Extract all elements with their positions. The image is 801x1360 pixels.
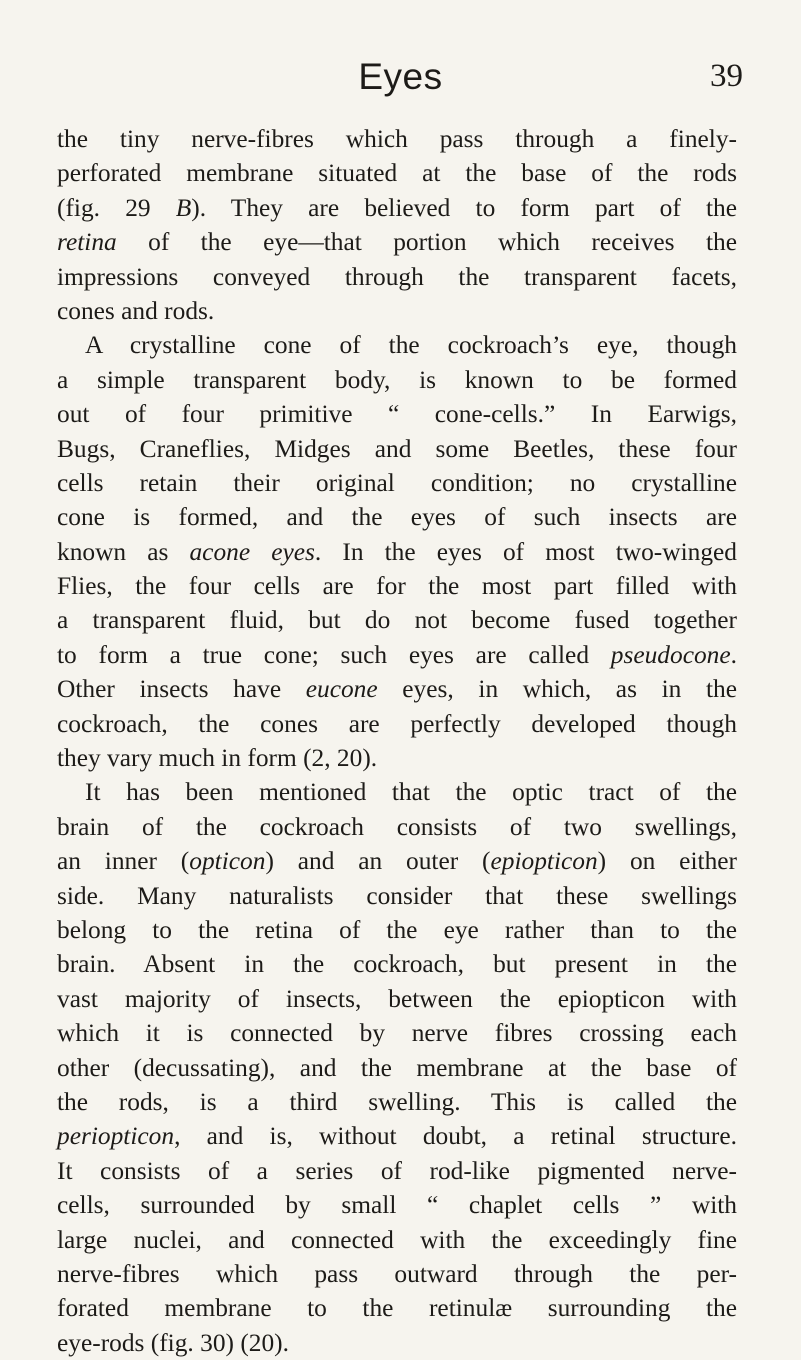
text-segment: which it is connected by nerve fibres crossing each bbox=[57, 1019, 737, 1048]
text-segment: vast majority of insects, between the epiopticon with bbox=[57, 984, 737, 1013]
text-line bbox=[57, 1223, 737, 1257]
text-line bbox=[57, 466, 737, 500]
text-segment: brain of the cockroach consists of two swellings, bbox=[57, 812, 737, 841]
text-segment: . In the eyes of most two-winged bbox=[314, 537, 737, 566]
text-segment: the rods, is a third swelling. This is called the bbox=[57, 1087, 737, 1116]
text-segment: ) on either bbox=[597, 847, 737, 876]
text-line bbox=[57, 947, 737, 981]
text-line bbox=[57, 879, 737, 913]
text-line bbox=[57, 1188, 737, 1222]
text-segment: nerve-fibres which pass outward through the per- bbox=[57, 1259, 737, 1288]
body-text bbox=[57, 122, 737, 1360]
text-line bbox=[57, 328, 737, 362]
text-segment: out of four primitive “ cone-cells.” In Earwigs, bbox=[57, 400, 737, 429]
text-line bbox=[57, 569, 737, 603]
text-line bbox=[57, 1051, 737, 1085]
text-line bbox=[57, 844, 737, 878]
text-line bbox=[57, 1119, 737, 1153]
text-segment: cells, surrounded by small “ chaplet cells ” with bbox=[57, 1191, 737, 1220]
text-segment: other (decussating), and the membrane at the base of bbox=[57, 1053, 737, 1082]
text-line bbox=[57, 500, 737, 534]
italic-term: retina bbox=[57, 228, 117, 257]
text-segment: the tiny nerve-fibres which pass through a finely- bbox=[57, 125, 737, 153]
text-segment: It has been mentioned that the optic tract of the bbox=[85, 778, 737, 807]
text-line bbox=[57, 1085, 737, 1119]
text-line bbox=[57, 535, 737, 569]
text-line bbox=[57, 1291, 737, 1325]
text-segment: (fig. 29 bbox=[57, 193, 176, 222]
text-segment: ). They are believed to form part of the bbox=[191, 193, 737, 222]
italic-term: pseudocone bbox=[610, 640, 731, 669]
italic-term: opticon bbox=[189, 847, 266, 876]
text-line bbox=[57, 741, 737, 775]
italic-term: epiopticon bbox=[490, 847, 598, 876]
running-title: Eyes bbox=[358, 56, 443, 97]
italic-term: acone eyes bbox=[189, 537, 315, 566]
text-line bbox=[57, 810, 737, 844]
text-segment: , and is, without doubt, a retinal structure. bbox=[174, 1122, 737, 1151]
text-segment: ) and an outer ( bbox=[265, 847, 491, 876]
text-line bbox=[57, 225, 737, 259]
text-segment: to form a true cone; such eyes are called bbox=[57, 640, 611, 669]
text-segment: Other insects have bbox=[57, 675, 306, 704]
text-segment: A crystalline cone of the cockroach’s eye, though bbox=[85, 331, 737, 360]
text-segment: Flies, the four cells are for the most part filled with bbox=[57, 572, 737, 601]
text-segment: side. Many naturalists consider that these swellings bbox=[57, 881, 737, 910]
text-line bbox=[57, 707, 737, 741]
text-segment: a transparent fluid, but do not become fused together bbox=[57, 606, 737, 635]
text-segment: . bbox=[730, 640, 737, 669]
text-line bbox=[57, 363, 737, 397]
text-line bbox=[57, 603, 737, 637]
text-segment: cockroach, the cones are perfectly developed though bbox=[57, 709, 737, 738]
text-segment: cone is formed, and the eyes of such insects are bbox=[57, 503, 737, 532]
text-line bbox=[57, 638, 737, 672]
text-segment: perforated membrane situated at the base of the rods bbox=[57, 159, 737, 188]
text-line bbox=[57, 397, 737, 431]
text-line bbox=[57, 1326, 737, 1360]
text-line bbox=[57, 156, 737, 190]
text-segment: known as bbox=[57, 537, 190, 566]
text-segment: an inner ( bbox=[57, 847, 190, 876]
text-line bbox=[57, 913, 737, 947]
text-line bbox=[57, 982, 737, 1016]
italic-term: B bbox=[175, 193, 192, 222]
text-segment: It consists of a series of rod-like pigmented nerve- bbox=[57, 1156, 737, 1185]
text-segment: eyes, in which, as in the bbox=[377, 675, 737, 704]
text-segment: belong to the retina of the eye rather than to the bbox=[57, 915, 737, 944]
italic-term: periopticon bbox=[57, 1122, 175, 1151]
text-line bbox=[57, 1257, 737, 1291]
text-line bbox=[57, 672, 737, 706]
text-segment: cones and rods. bbox=[57, 296, 215, 325]
text-segment: a simple transparent body, is known to be formed bbox=[57, 365, 737, 394]
text-segment: forated membrane to the retinulæ surrounding the bbox=[57, 1294, 737, 1323]
text-segment: Bugs, Craneflies, Midges and some Beetles, these four bbox=[57, 434, 737, 463]
text-segment: large nuclei, and connected with the exceedingly fine bbox=[57, 1225, 737, 1254]
page-number: 39 bbox=[710, 58, 743, 94]
text-line bbox=[57, 1016, 737, 1050]
text-segment: of the eye—that portion which receives the bbox=[116, 228, 737, 257]
text-line bbox=[57, 191, 737, 225]
text-line bbox=[57, 122, 737, 156]
text-segment: impressions conveyed through the transparent facets, bbox=[57, 262, 737, 291]
text-line bbox=[57, 1154, 737, 1188]
text-line bbox=[57, 294, 737, 328]
text-line bbox=[57, 432, 737, 466]
text-line bbox=[57, 775, 737, 809]
text-segment: they vary much in form (2, 20). bbox=[57, 744, 378, 773]
text-segment: eye-rods (fig. 30) (20). bbox=[57, 1328, 289, 1357]
running-head bbox=[0, 56, 801, 104]
text-line bbox=[57, 260, 737, 294]
text-segment: brain. Absent in the cockroach, but present in the bbox=[57, 950, 737, 979]
italic-term: eucone bbox=[305, 675, 378, 704]
text-segment: cells retain their original condition; no crystalline bbox=[57, 468, 737, 497]
